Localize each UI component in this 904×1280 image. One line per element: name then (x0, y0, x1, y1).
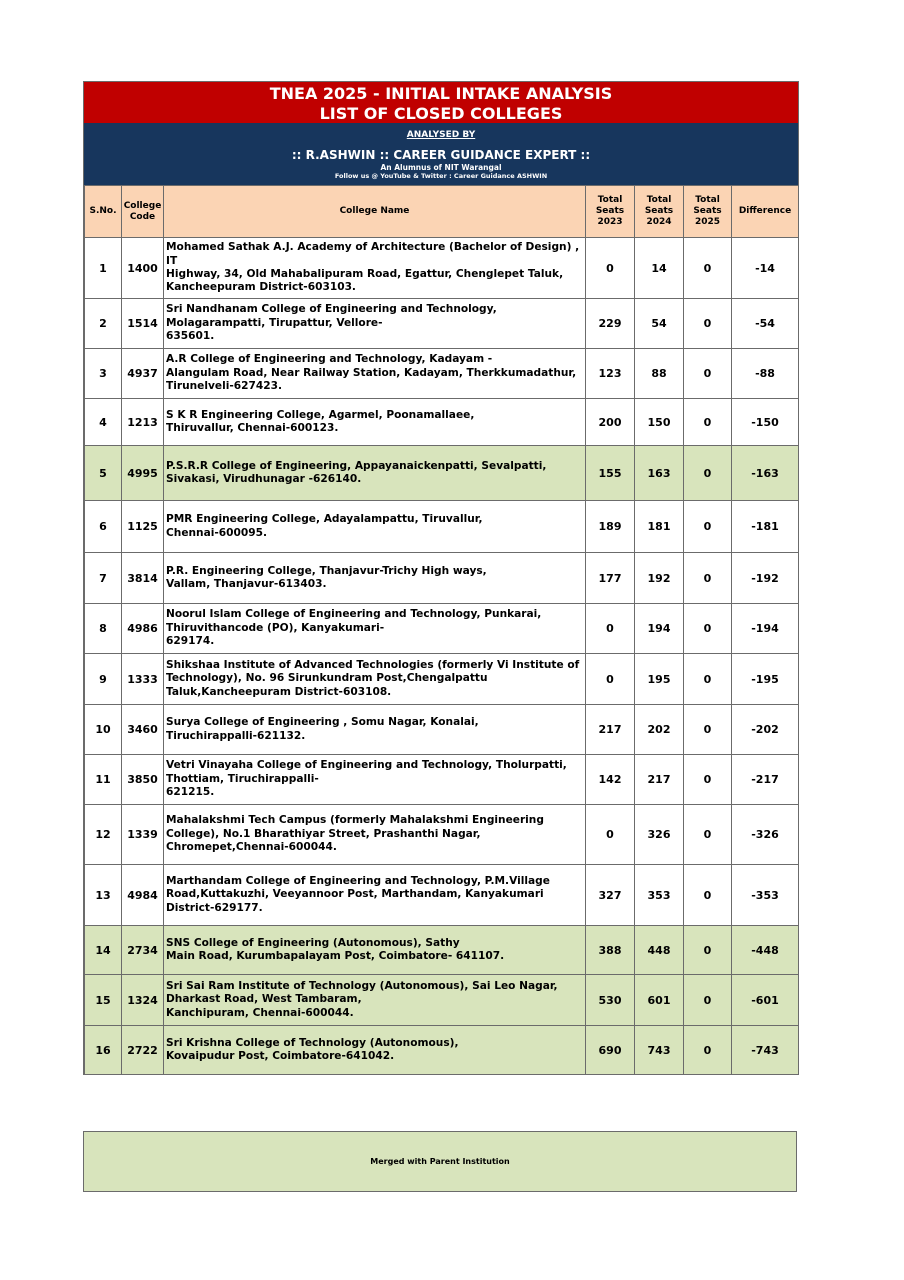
college-name-line: Kovaipudur Post, Coimbatore-641042. (166, 1050, 395, 1062)
closed-colleges-table (84, 185, 799, 1075)
college-name-line: Sivakasi, Virudhunagar -626140. (166, 473, 362, 485)
cell-difference: -353 (732, 865, 799, 926)
header-difference: Difference (732, 186, 799, 238)
cell-college-name (164, 926, 586, 975)
table-row (85, 501, 799, 553)
cell-difference: -192 (732, 553, 799, 604)
college-name-line: SNS College of Engineering (Autonomous), Sathy (166, 936, 460, 949)
cell-seats-2025: 0 (684, 446, 732, 501)
table-row (85, 604, 799, 654)
college-name-line: Mohamed Sathak A.J. Academy of Architecture (Bachelor of Design) , (166, 241, 580, 254)
cell-college-code: 1514 (122, 299, 164, 349)
cell-college-name (164, 399, 586, 446)
college-name-line: S K R Engineering College, Agarmel, Poonamallaee, (166, 408, 475, 421)
college-name-line: College), No.1 Bharathiyar Street, Prashanthi Nagar, (166, 827, 481, 840)
cell-college-code: 1125 (122, 501, 164, 553)
cell-difference: -743 (732, 1026, 799, 1075)
cell-college-code: 1213 (122, 399, 164, 446)
cell-seats-2025: 0 (684, 501, 732, 553)
college-name-line: Tiruchirappalli-621132. (166, 729, 306, 742)
college-name-line: Alangulam Road, Near Railway Station, Kadayam, Therkkumadathur, (166, 366, 577, 379)
cell-seats-2023: 123 (586, 349, 635, 399)
cell-college-name (164, 654, 586, 705)
table-row (85, 805, 799, 865)
cell-difference: -88 (732, 349, 799, 399)
college-name-line: Vetri Vinayaha College of Engineering and Technology, Tholurpatti, (166, 759, 567, 772)
header-seats-2025: Total Seats 2025 (684, 186, 732, 238)
cell-seats-2024: 163 (635, 446, 684, 501)
cell-seats-2025: 0 (684, 705, 732, 755)
college-name-line: A.R College of Engineering and Technology, Kadayam - (166, 353, 493, 366)
college-name-line: P.S.R.R College of Engineering, Appayanaickenpatti, Sevalpatti, (166, 459, 547, 472)
header-seats-2023: Total Seats 2023 (586, 186, 635, 238)
cell-college-name (164, 755, 586, 805)
report-sheet (83, 81, 799, 1075)
cell-sno: 5 (85, 446, 122, 501)
cell-college-name (164, 604, 586, 654)
table-body (85, 238, 799, 1075)
cell-seats-2024: 353 (635, 865, 684, 926)
cell-college-name (164, 865, 586, 926)
college-name-line: Mahalakshmi Tech Campus (formerly Mahalakshmi Engineering (166, 814, 544, 827)
college-name-line: Sri Krishna College of Technology (Autonomous), (166, 1036, 459, 1049)
cell-college-code: 1400 (122, 238, 164, 299)
cell-seats-2023: 200 (586, 399, 635, 446)
cell-college-code: 2734 (122, 926, 164, 975)
cell-sno: 15 (85, 975, 122, 1026)
cell-seats-2023: 0 (586, 805, 635, 865)
cell-seats-2025: 0 (684, 399, 732, 446)
title-band (84, 81, 798, 123)
cell-college-code: 1324 (122, 975, 164, 1026)
college-name-line: Vallam, Thanjavur-613403. (166, 578, 327, 590)
cell-seats-2025: 0 (684, 553, 732, 604)
cell-difference: -14 (732, 238, 799, 299)
table-header-row (85, 186, 799, 238)
table-row (85, 654, 799, 705)
college-name-line: Molagarampatti, Tirupattur, Vellore- (166, 316, 383, 329)
report-title: TNEA 2025 - INITIAL INTAKE ANALYSIS (269, 84, 613, 103)
cell-college-code: 4937 (122, 349, 164, 399)
table-row (85, 1026, 799, 1075)
follow-note: Follow us @ YouTube & Twitter : Career Guidance ASHWIN (334, 172, 548, 180)
college-name-line: 621215. (166, 786, 215, 799)
cell-seats-2023: 229 (586, 299, 635, 349)
cell-college-name (164, 975, 586, 1026)
cell-sno: 4 (85, 399, 122, 446)
cell-sno: 2 (85, 299, 122, 349)
college-name-line: District-629177. (166, 901, 263, 914)
cell-college-name (164, 553, 586, 604)
college-name-line: IT (166, 254, 178, 267)
cell-seats-2025: 0 (684, 604, 732, 654)
cell-seats-2023: 217 (586, 705, 635, 755)
college-name-line: Shikshaa Institute of Advanced Technologies (formerly Vi Institute of (166, 658, 580, 671)
college-name-line: Surya College of Engineering , Somu Nagar, Konalai, (166, 716, 479, 729)
cell-seats-2025: 0 (684, 238, 732, 299)
cell-sno: 7 (85, 553, 122, 604)
cell-seats-2025: 0 (684, 755, 732, 805)
cell-sno: 13 (85, 865, 122, 926)
credit-band (84, 123, 798, 185)
cell-sno: 10 (85, 705, 122, 755)
college-name-line: Technology), No. 96 Sirunkundram Post,Chengalpattu (166, 672, 488, 685)
cell-college-code: 3814 (122, 553, 164, 604)
cell-college-name (164, 446, 586, 501)
table-row (85, 446, 799, 501)
cell-sno: 12 (85, 805, 122, 865)
cell-seats-2024: 192 (635, 553, 684, 604)
cell-seats-2024: 448 (635, 926, 684, 975)
legend-label: Merged with Parent Institution (370, 1157, 510, 1166)
cell-college-name (164, 1026, 586, 1075)
table-row (85, 238, 799, 299)
cell-college-name (164, 299, 586, 349)
table-row (85, 755, 799, 805)
author-name: :: R.ASHWIN :: CAREER GUIDANCE EXPERT :: (291, 148, 591, 162)
college-name-line: Main Road, Kurumbapalayam Post, Coimbatore- 641107. (166, 950, 505, 962)
cell-seats-2025: 0 (684, 349, 732, 399)
cell-seats-2024: 181 (635, 501, 684, 553)
table-row (85, 926, 799, 975)
cell-difference: -195 (732, 654, 799, 705)
legend-merged-box (83, 1131, 797, 1192)
college-name-line: Road,Kuttakuzhi, Veeyannoor Post, Marthandam, Kanyakumari (166, 888, 544, 901)
college-name-line: 629174. (166, 635, 215, 648)
cell-sno: 1 (85, 238, 122, 299)
cell-sno: 3 (85, 349, 122, 399)
cell-seats-2025: 0 (684, 805, 732, 865)
college-name-line: Kanchipuram, Chennai-600044. (166, 1006, 354, 1019)
college-name-line: Thottiam, Tiruchirappalli- (166, 772, 319, 785)
cell-sno: 11 (85, 755, 122, 805)
cell-college-code: 1333 (122, 654, 164, 705)
table-row (85, 865, 799, 926)
cell-difference: -601 (732, 975, 799, 1026)
cell-college-name (164, 349, 586, 399)
college-name-line: Chromepet,Chennai-600044. (166, 841, 337, 854)
cell-seats-2024: 202 (635, 705, 684, 755)
cell-college-code: 3460 (122, 705, 164, 755)
cell-college-name (164, 705, 586, 755)
cell-difference: -448 (732, 926, 799, 975)
cell-seats-2024: 88 (635, 349, 684, 399)
cell-seats-2023: 690 (586, 1026, 635, 1075)
cell-seats-2023: 0 (586, 654, 635, 705)
cell-college-name (164, 501, 586, 553)
college-name-line: 635601. (166, 330, 215, 343)
table-row (85, 553, 799, 604)
cell-college-code: 4986 (122, 604, 164, 654)
cell-seats-2025: 0 (684, 865, 732, 926)
cell-difference: -163 (732, 446, 799, 501)
header-seats-2024: Total Seats 2024 (635, 186, 684, 238)
college-name-line: Dharkast Road, West Tambaram, (166, 993, 362, 1006)
cell-college-code: 2722 (122, 1026, 164, 1075)
table-row (85, 299, 799, 349)
cell-seats-2025: 0 (684, 975, 732, 1026)
cell-seats-2023: 388 (586, 926, 635, 975)
college-name-line: Kancheepuram District-603103. (166, 281, 356, 294)
cell-difference: -202 (732, 705, 799, 755)
cell-seats-2024: 14 (635, 238, 684, 299)
cell-college-code: 4984 (122, 865, 164, 926)
college-name-line: Thiruvallur, Chennai-600123. (166, 422, 339, 434)
college-name-line: Sri Nandhanam College of Engineering and Technology, (166, 303, 497, 316)
cell-seats-2025: 0 (684, 926, 732, 975)
college-name-line: P.R. Engineering College, Thanjavur-Trichy High ways, (166, 564, 487, 577)
cell-college-name (164, 805, 586, 865)
header-sno: S.No. (85, 186, 122, 238)
cell-seats-2024: 195 (635, 654, 684, 705)
cell-seats-2023: 0 (586, 238, 635, 299)
college-name-line: PMR Engineering College, Adayalampattu, Tiruvallur, (166, 513, 483, 526)
cell-seats-2024: 326 (635, 805, 684, 865)
college-name-line: Chennai-600095. (166, 526, 268, 539)
cell-seats-2024: 217 (635, 755, 684, 805)
cell-seats-2023: 530 (586, 975, 635, 1026)
cell-seats-2023: 327 (586, 865, 635, 926)
cell-seats-2025: 0 (684, 299, 732, 349)
cell-sno: 16 (85, 1026, 122, 1075)
cell-sno: 6 (85, 501, 122, 553)
alumni-note: An Alumnus of NIT Warangal (380, 163, 502, 172)
cell-college-code: 1339 (122, 805, 164, 865)
cell-seats-2024: 194 (635, 604, 684, 654)
table-row (85, 705, 799, 755)
cell-seats-2023: 0 (586, 604, 635, 654)
college-name-line: Marthandam College of Engineering and Technology, P.M.Village (166, 874, 550, 887)
table-row (85, 399, 799, 446)
college-name-line: Tirunelveli-627423. (166, 380, 282, 393)
college-name-line: Sri Sai Ram Institute of Technology (Autonomous), Sai Leo Nagar, (166, 979, 558, 992)
cell-sno: 14 (85, 926, 122, 975)
college-name-line: Highway, 34, Old Mahabalipuram Road, Egattur, Chenglepet Taluk, (166, 268, 564, 280)
cell-seats-2023: 155 (586, 446, 635, 501)
college-name-line: Thiruvithancode (PO), Kanyakumari- (166, 621, 385, 634)
header-college-code: College Code (122, 186, 164, 238)
cell-seats-2024: 601 (635, 975, 684, 1026)
cell-college-code: 3850 (122, 755, 164, 805)
cell-difference: -54 (732, 299, 799, 349)
header-college-name: College Name (164, 186, 586, 238)
cell-seats-2025: 0 (684, 654, 732, 705)
cell-seats-2024: 150 (635, 399, 684, 446)
analysed-by-label: ANALYSED BY (406, 130, 476, 140)
college-name-line: Taluk,Kancheepuram District-603108. (166, 685, 392, 698)
cell-seats-2023: 189 (586, 501, 635, 553)
cell-seats-2023: 177 (586, 553, 635, 604)
cell-college-name (164, 238, 586, 299)
college-name-line: Noorul Islam College of Engineering and Technology, Punkarai, (166, 608, 542, 621)
cell-sno: 8 (85, 604, 122, 654)
cell-sno: 9 (85, 654, 122, 705)
cell-difference: -326 (732, 805, 799, 865)
cell-seats-2025: 0 (684, 1026, 732, 1075)
cell-difference: -150 (732, 399, 799, 446)
cell-difference: -181 (732, 501, 799, 553)
cell-college-code: 4995 (122, 446, 164, 501)
report-subtitle: LIST OF CLOSED COLLEGES (319, 104, 563, 123)
cell-seats-2024: 743 (635, 1026, 684, 1075)
cell-seats-2024: 54 (635, 299, 684, 349)
table-row (85, 975, 799, 1026)
table-row (85, 349, 799, 399)
cell-difference: -194 (732, 604, 799, 654)
cell-seats-2023: 142 (586, 755, 635, 805)
cell-difference: -217 (732, 755, 799, 805)
